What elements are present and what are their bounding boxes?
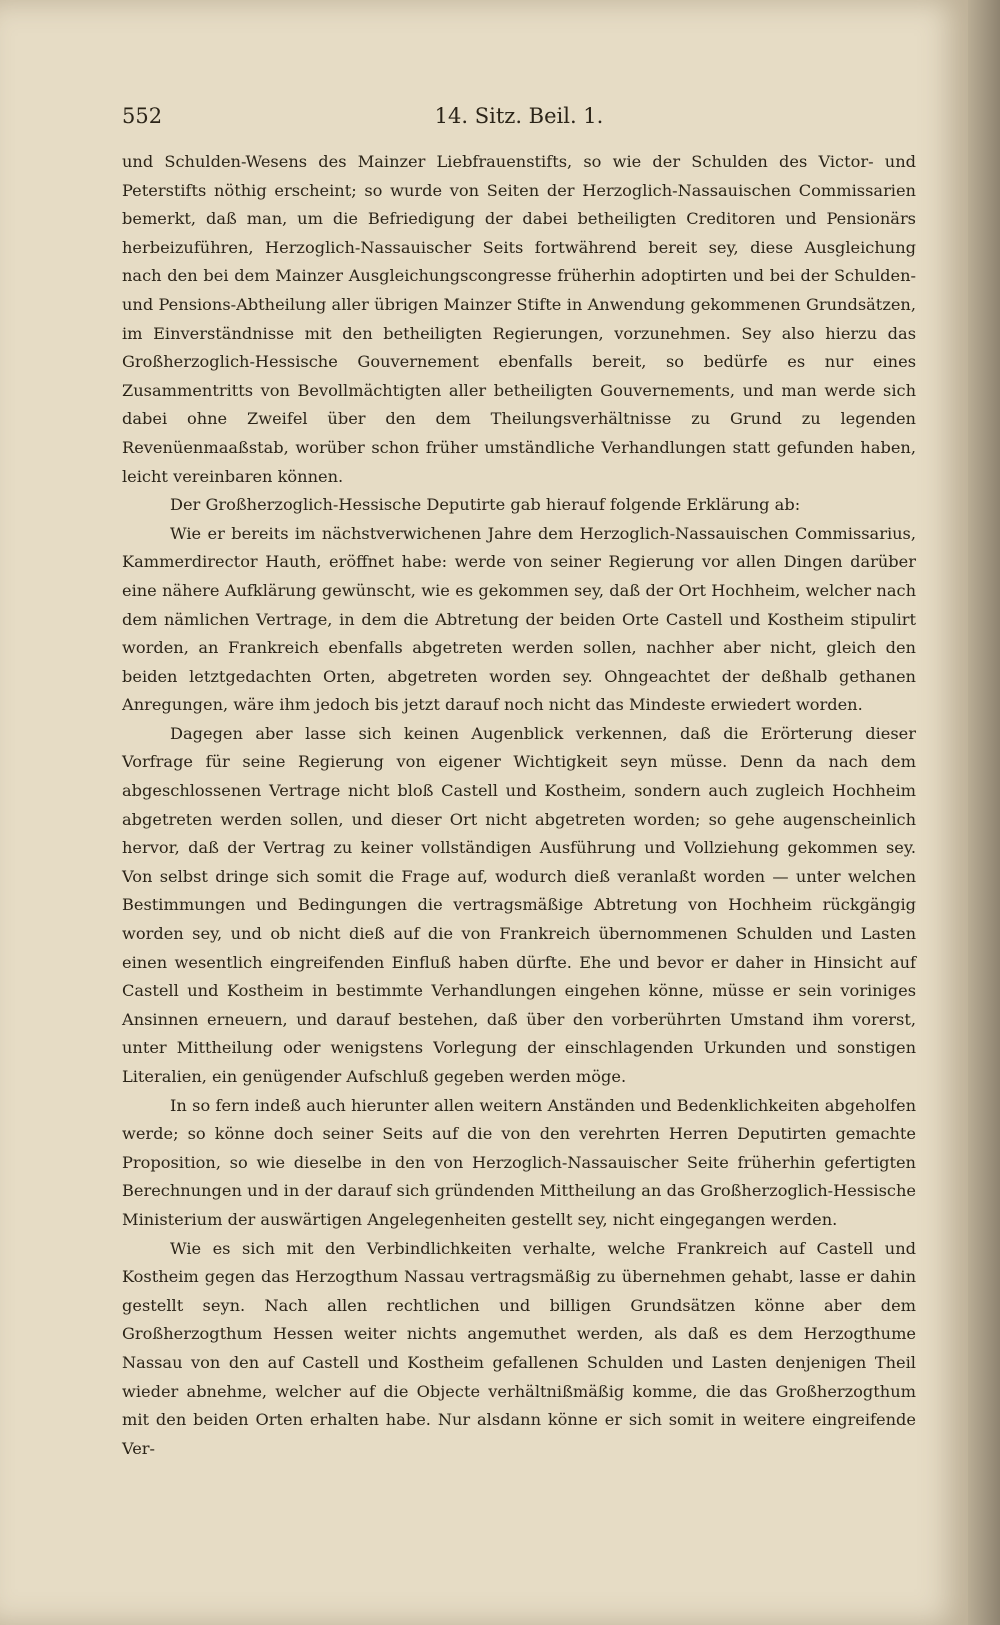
paragraph: In so fern indeß auch hierunter allen weitern Anständen und Bedenklichkeiten abgeholfen werde; so könne doch seiner Seits auf die von den verehrten Herren Deputirten gemachte Proposition, so wie dieselbe in den von Herzoglich-Nassauischer Seite früherhin gefertigten Berechnungen und in der darauf sich gründenden Mittheilung an das Großherzoglich-Hessische Ministerium der auswärtigen Angelegenheiten gestellt sey, nicht eingegangen werden. [122,1095,916,1229]
paragraph: Wie es sich mit den Verbindlichkeiten verhalte, welche Frankreich auf Castell und Kostheim gegen das Herzogthum Nassau vertragsmäßig zu übernehmen gehabt, lasse er dahin gestellt seyn. Nach allen rechtlichen und billigen Grundsätzen könne aber dem Großherzogthum Hessen weiter nichts angemuthet werden, als daß es dem Herzogthume Nassau von den auf Castell und Kostheim gefallenen Schulden und Lasten denjenigen Theil wieder abnehme, welcher auf die Objecte verhältnißmäßig komme, die das Großherzogthum mit den beiden Orten erhalten habe. Nur alsdann könne er sich somit in weitere eingreifende Ver- [122,1238,916,1458]
page-header [122,104,916,134]
book-edge [968,0,1000,1625]
page-number: 552 [122,104,163,128]
body-text [122,148,916,1463]
paragraph: und Schulden-Wesens des Mainzer Liebfrauenstifts, so wie der Schulden des Victor- und Peterstifts nöthig erscheint; so wurde von Seiten der Herzoglich-Nassauischen Commissarien bemerkt, daß man, um die Befriedigung der dabei betheiligten Creditoren und Pensionärs herbeizuführen, Herzoglich-Nassauischer Seits fortwährend bereit sey, diese Ausgleichung nach den bei dem Mainzer Ausgleichungscongresse früherhin adoptirten und bei der Schulden- und Pensions-Abtheilung aller übrigen Mainzer Stifte in Anwendung gekommenen Grundsätzen, im Einverständnisse mit den betheiligten Regierungen, vorzunehmen. Sey also hierzu das Großherzoglich-Hessische Gouvernement ebenfalls bereit, so bedürfe es nur eines Zusammentritts von Bevollmächtigten aller betheiligten Gouvernements, und man werde sich dabei ohne Zweifel über den dem Theilungsverhältnisse zu Grund zu legenden Revenüenmaaßstab, worüber schon früher umständliche Verhandlungen statt gefunden haben, leicht vereinbaren können. [122,152,916,486]
running-title: 14. Sitz. Beil. 1. [434,104,604,128]
paragraph: Dagegen aber lasse sich keinen Augenblick verkennen, daß die Erörterung dieser Vorfrage für seine Regierung von eigener Wichtigkeit seyn müsse. Denn da nach dem abgeschlossenen Vertrage nicht bloß Castell und Kostheim, sondern auch zugleich Hochheim abgetreten werden sollen, und dieser Ort nicht abgetreten worden; so gehe augenscheinlich hervor, daß der Vertrag zu keiner vollständigen Ausführung und Vollziehung gekommen sey. Von selbst dringe sich somit die Frage auf, wodurch dieß veranlaßt worden — unter welchen Bestimmungen und Bedingungen die vertragsmäßige Abtretung von Hochheim rückgängig worden sey, und ob nicht dieß auf die von Frankreich übernommenen Schulden und Lasten einen wesentlich eingreifenden Einfluß haben dürfte. Ehe und bevor er daher in Hinsicht auf Castell und Kostheim in bestimmte Verhandlungen eingehen könne, müsse er sein voriniges Ansinnen erneuern, und darauf bestehen, daß über den vorberührten Umstand ihm vorerst, unter Mittheilung oder wenigstens Vorlegung der einschlagenden Urkunden und sonstigen Literalien, ein genügender Aufschluß gegeben werden möge. [122,723,916,1086]
paragraph: Der Großherzoglich-Hessische Deputirte gab hierauf folgende Erklärung ab: [170,495,801,515]
paragraph: Wie er bereits im nächstverwichenen Jahre dem Herzoglich-Nassauischen Commissarius, Kammerdirector Hauth, eröffnet habe: werde von seiner Regierung vor allen Dingen darüber eine nähere Aufklärung gewünscht, wie es gekommen sey, daß der Ort Hochheim, welcher nach dem nämlichen Vertrage, in dem die Abtretung der beiden Orte Castell und Kostheim stipulirt worden, an Frankreich ebenfalls abgetreten werden sollen, nachher aber nicht, gleich den beiden letztgedachten Orten, abgetreten worden sey. Ohngeachtet der deßhalb gethanen Anregungen, wäre ihm jedoch bis jetzt darauf noch nicht das Mindeste erwiedert worden. [122,523,916,715]
